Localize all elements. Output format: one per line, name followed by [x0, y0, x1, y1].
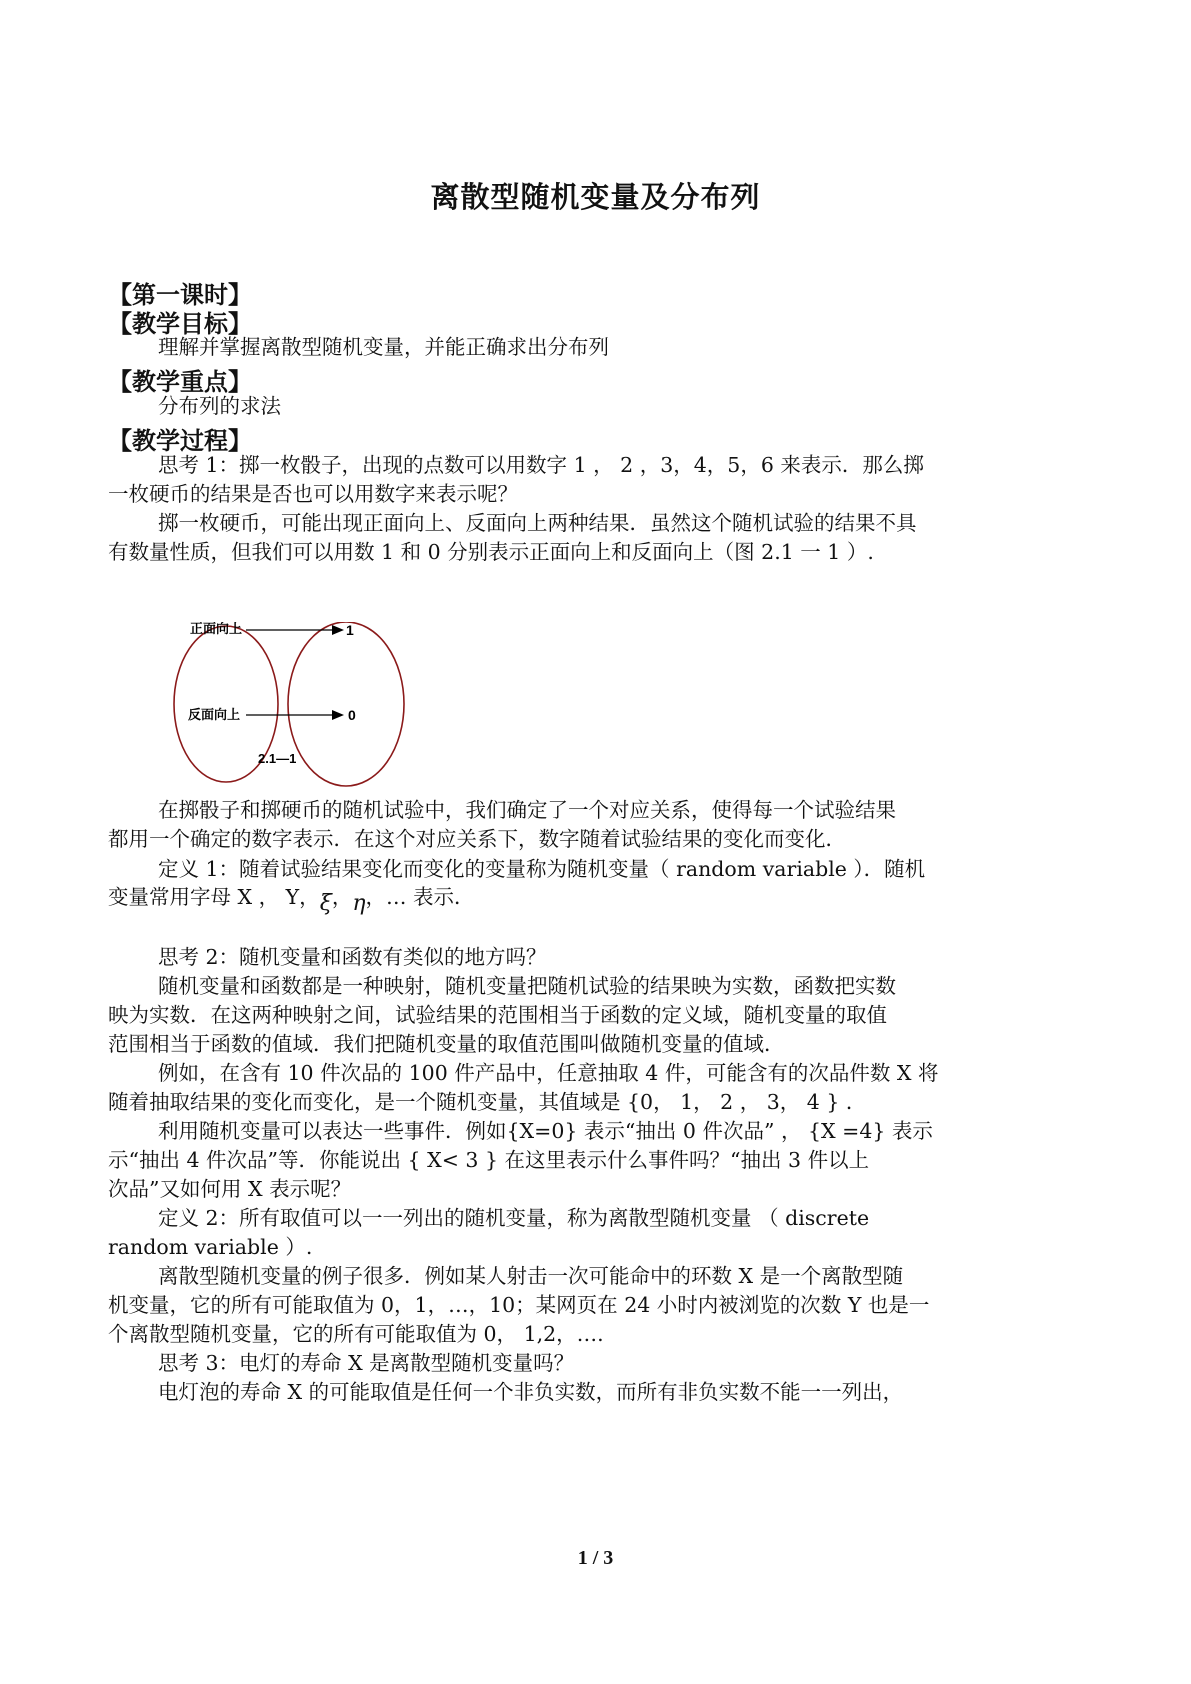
arrowhead-heads [332, 625, 344, 635]
paragraph-line: 离散型随机变量的例子很多．例如某人射击一次可能命中的环数 X 是一个离散型随 [158, 1264, 904, 1288]
document-title: 离散型随机变量及分布列 [430, 180, 761, 214]
paragraph-line: 机变量，它的所有可能取值为 0，1，…，10；某网页在 24 小时内被浏览的次数 Y 也是一 [108, 1293, 930, 1317]
paragraph-line: 示“抽出 4 件次品”等．你能说出 { X< 3 } 在这里表示什么事件吗？“抽出 3 件以上 [108, 1148, 870, 1172]
eta-symbol: η [352, 891, 366, 916]
paragraph-line: 掷一枚硬币，可能出现正面向上、反面向上两种结果．虽然这个随机试验的结果不具 [158, 511, 917, 535]
label-tails: 反面向上 [188, 707, 241, 722]
paragraph-line: 次品”又如何用 X 表示呢？ [108, 1177, 352, 1201]
paragraph-line: 都用一个确定的数字表示．在这个对应关系下，数字随着试验结果的变化而变化． [108, 827, 846, 851]
paragraph-line: 思考 3：电灯的寿命 X 是离散型随机变量吗？ [158, 1351, 575, 1375]
label-heads: 正面向上 [190, 622, 243, 636]
coin-mapping-figure [170, 622, 440, 827]
paragraph-line: 随机变量和函数都是一种映射，随机变量把随机试验的结果映为实数，函数把实数 [158, 974, 896, 998]
focus-text: 分布列的求法 [158, 394, 281, 418]
page-number: 1 / 3 [577, 1547, 614, 1569]
value-one: 1 [346, 622, 354, 638]
heading-teaching-process: 【教学过程】 [108, 427, 252, 455]
paragraph-line: 定义 2：所有取值可以一一列出的随机变量，称为离散型随机变量 （ discrete [158, 1206, 870, 1230]
paragraph-line: 例如，在含有 10 件次品的 100 件产品中，任意抽取 4 件，可能含有的次品件数 X 将 [158, 1061, 939, 1085]
comma: ， [331, 885, 353, 909]
paragraph-line: 一枚硬币的结果是否也可以用数字来表示呢？ [108, 482, 518, 506]
paragraph-line: 思考 2：随机变量和函数有类似的地方吗？ [158, 945, 547, 969]
value-ellipse [288, 622, 404, 786]
heading-teaching-focus: 【教学重点】 [108, 368, 252, 396]
value-zero: 0 [348, 707, 356, 723]
paragraph-line: 在掷骰子和掷硬币的随机试验中，我们确定了一个对应关系，使得每一个试验结果 [158, 798, 896, 822]
paragraph-line: 电灯泡的寿命 X 的可能取值是任何一个非负实数，而所有非负实数不能一一列出， [158, 1380, 904, 1404]
paragraph-line: 映为实数．在这两种映射之间，试验结果的范围相当于函数的定义域，随机变量的取值 [108, 1003, 887, 1027]
heading-teaching-goals: 【教学目标】 [108, 310, 252, 338]
goal-text: 理解并掌握离散型随机变量，并能正确求出分布列 [158, 335, 609, 359]
paragraph-line: 利用随机变量可以表达一些事件．例如{X=0} 表示“抽出 0 件次品” ， {X =4} 表示 [158, 1119, 933, 1143]
arrowhead-tails [332, 710, 344, 720]
paragraph-line: 个离散型随机变量，它的所有可能取值为 0， 1,2，…. [108, 1322, 604, 1346]
heading-first-lesson: 【第一课时】 [108, 281, 252, 309]
figure-caption: 2.1—1 [258, 751, 297, 766]
paragraph-line: 范围相当于函数的值域．我们把随机变量的取值范围叫做随机变量的值域． [108, 1032, 785, 1056]
def1-prefix: 变量常用字母 X ， Y， [108, 885, 320, 909]
paragraph-line: 思考 1：掷一枚骰子，出现的点数可以用数字 1 ， 2 ，3，4，5，6 来表示．那么掷 [158, 453, 924, 477]
paragraph-line: 定义 1：随着试验结果变化而变化的变量称为随机变量（ random variable ）．随机 [158, 857, 926, 881]
paragraph-line [108, 885, 1048, 916]
def1-suffix: ，… 表示． [365, 885, 475, 909]
paragraph-line: random variable ）. [108, 1235, 313, 1259]
paragraph-line: 随着抽取结果的变化而变化，是一个随机变量，其值域是 {0， 1， 2 ， 3， 4 } ． [108, 1090, 867, 1114]
xi-symbol: ξ [319, 891, 332, 916]
paragraph-line: 有数量性质，但我们可以用数 1 和 0 分别表示正面向上和反面向上（图 2.1 一 1 ）. [108, 540, 874, 564]
